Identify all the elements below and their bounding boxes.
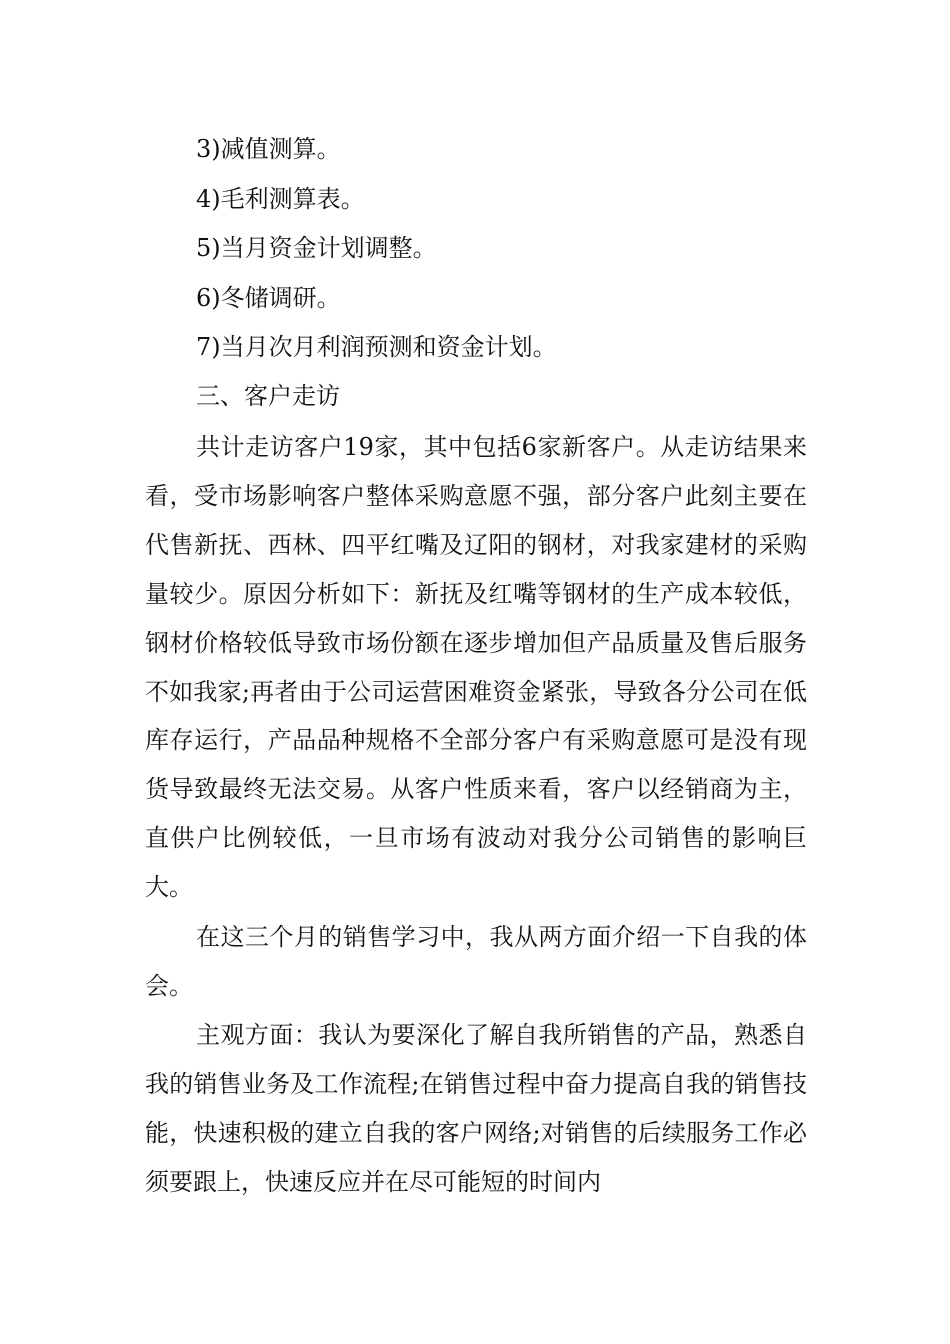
list-item-6: 6)冬储调研。 <box>196 284 341 312</box>
paragraph-customer-visits: 共计走访客户19家，其中包括6家新客户。从走访结果来看，受市场影响客户整体采购意愿不强，部分客户此刻主要在代售新抚、西林、四平红嘴及辽阳的钢材，对我家建材的采购量较少。原因分析如下：新抚及红嘴等钢材的生产成本较低，钢材价格较低导致市场份额在逐步增加但产品质量及售后服务不如我家;再者由于公司运营困难资金紧张，导致各分公司在低库存运行，产品品种规格不全部分客户有采购意愿可是没有现货导致最终无法交易。从客户性质来看，客户以经销商为主，直供户比例较低，一旦市场有波动对我分公司销售的影响巨大。 <box>145 433 807 902</box>
list-item-3: 3)减值测算。 <box>196 135 341 163</box>
list-item-7: 7)当月次月利润预测和资金计划。 <box>196 333 557 361</box>
list-item-4: 4)毛利测算表。 <box>196 185 365 213</box>
section-heading: 三、客户走访 <box>196 382 340 410</box>
paragraph-subjective-aspect: 主观方面：我认为要深化了解自我所销售的产品，熟悉自我的销售业务及工作流程;在销售过程中奋力提高自我的销售技能，快速积极的建立自我的客户网络;对销售的后续服务工作必须要跟上，快速反应并在尽可能短的时间内 <box>145 1021 807 1196</box>
list-item-5: 5)当月资金计划调整。 <box>196 234 437 262</box>
paragraph-experience-intro: 在这三个月的销售学习中，我从两方面介绍一下自我的体会。 <box>145 923 807 1000</box>
